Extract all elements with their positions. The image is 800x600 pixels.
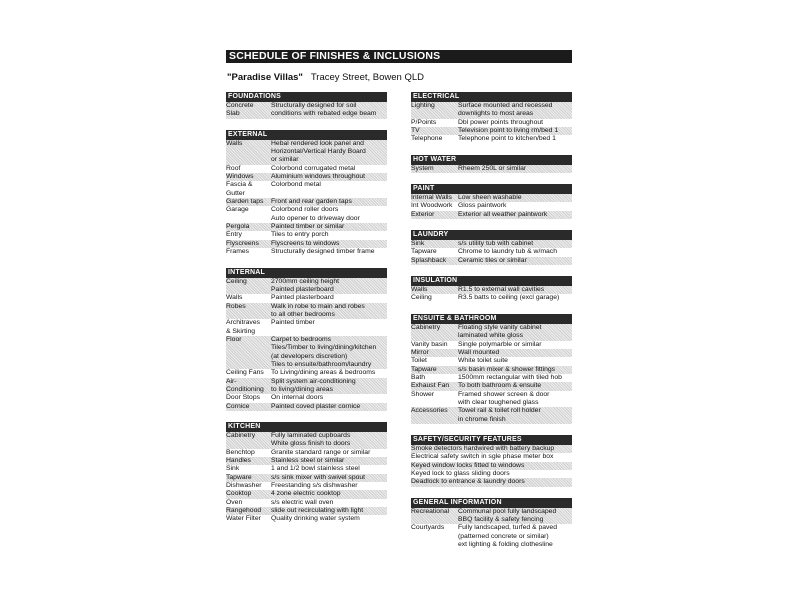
- row-description: Chrome to laundry tub & w/mach: [458, 248, 557, 256]
- row-description: Walk in robe to main and robes to all other bedrooms: [271, 302, 365, 318]
- section-hot-water: [411, 155, 572, 173]
- schedule-row: [226, 248, 387, 256]
- schedule-row: [226, 294, 387, 302]
- row-label: Oven: [226, 498, 243, 506]
- schedule-row: [226, 336, 387, 369]
- row-description: Floating style vanity cabinet laminated white gloss: [458, 323, 542, 340]
- row-description: R1.5 to external wall cavities: [458, 286, 545, 294]
- row-description: Dbl power points throughout: [458, 118, 544, 126]
- row-description: Framed shower screen & door with clear toughened glass: [458, 390, 550, 406]
- row-description: Television point to living rm/bed 1: [458, 127, 559, 135]
- row-description: Front and rear garden taps: [271, 198, 352, 206]
- schedule-row: [226, 515, 387, 523]
- section-electrical: [411, 92, 572, 144]
- row-label: Splashback: [411, 256, 447, 264]
- row-description: Carpet to bedrooms Tiles/Timber to living/dining/kitchen (at developers discretion) Tiles to ensuite/bathroom/laundry: [271, 335, 377, 368]
- row-label: Sink: [411, 240, 425, 248]
- row-description: Hebal rendered look panel and Horizontal/Vertical Hardy Board or similar: [271, 139, 366, 164]
- row-label: Walls: [226, 139, 243, 147]
- row-description: 4 zone electric cooktop: [271, 490, 341, 498]
- schedule-row: [226, 457, 387, 465]
- section-heading: EXTERNAL: [226, 130, 387, 140]
- schedule-row: [226, 378, 387, 395]
- row-description: Surface mounted and recessed downlights to most areas: [458, 102, 553, 118]
- section-general-information: [411, 498, 572, 550]
- section-heading: GENERAL INFORMATION: [411, 498, 572, 508]
- row-label: Bath: [411, 373, 425, 381]
- row-label: Int Woodwork: [411, 202, 453, 210]
- schedule-row: [411, 324, 572, 341]
- row-description: Freestanding s/s dishwasher: [271, 482, 358, 490]
- section-safety-security-features: [411, 435, 572, 487]
- row-label: Recreational: [411, 507, 450, 515]
- schedule-row: [226, 474, 387, 482]
- schedule-row: [226, 231, 387, 239]
- row-description: Painted timber or similar: [271, 223, 345, 231]
- project-line: [227, 72, 424, 83]
- row-description: Communal pool fully landscaped BBQ facility & safety fencing: [458, 507, 557, 523]
- row-description: 1 and 1/2 bowl stainless steel: [271, 465, 360, 473]
- row-label: Sink: [226, 465, 240, 473]
- section-foundations: [226, 92, 387, 119]
- row-description: To both bathroom & ensuite: [458, 382, 542, 390]
- section-heading: ELECTRICAL: [411, 92, 572, 102]
- schedule-row: [411, 341, 572, 349]
- row-description: Stainless steel or similar: [271, 457, 345, 465]
- schedule-row: [411, 248, 572, 256]
- row-label: Roof: [226, 164, 241, 172]
- row-description: Colorbond metal: [271, 181, 321, 189]
- schedule-row: [226, 240, 387, 248]
- schedule-row: [411, 382, 572, 390]
- row-label: Air- Conditioning: [226, 377, 264, 393]
- row-description: Structurally designed timber frame: [271, 248, 375, 256]
- row-label: Architraves & Skirting: [226, 319, 260, 335]
- row-description: Ceramic tiles or similar: [458, 256, 527, 264]
- row-description: Electrical safety switch in sgle phase meter box: [411, 453, 554, 461]
- left-column: [226, 92, 387, 535]
- section-insulation: [411, 276, 572, 303]
- schedule-row: [226, 432, 387, 449]
- row-description: Telephone point to kitchen/bed 1: [458, 135, 556, 143]
- section-heading: HOT WATER: [411, 155, 572, 165]
- schedule-row: [411, 391, 572, 408]
- row-label: Entry: [226, 231, 242, 239]
- row-label: Cooktop: [226, 490, 252, 498]
- section-heading: ENSUITE & BATHROOM: [411, 314, 572, 324]
- row-description: Fully landscaped, turfed & paved (patterned concrete or similar) ext lighting & folding clothesline: [458, 524, 557, 549]
- row-description: Rheem 250L or similar: [458, 164, 527, 172]
- row-label: Garage: [226, 206, 249, 214]
- schedule-row: [226, 206, 387, 223]
- row-label: Tapware: [226, 473, 252, 481]
- row-label: Windows: [226, 173, 254, 181]
- schedule-row: [411, 524, 572, 549]
- row-label: Benchtop: [226, 448, 255, 456]
- row-label: Exterior: [411, 210, 435, 218]
- row-description: 1500mm rectangular with tiled hob: [458, 373, 562, 381]
- schedule-row: [411, 508, 572, 525]
- schedule-row: [226, 465, 387, 473]
- row-label: Ceiling: [411, 294, 432, 302]
- row-description: Gloss paintwork: [458, 202, 507, 210]
- section-kitchen: [226, 422, 387, 524]
- right-column: [411, 92, 572, 560]
- row-label: Frames: [226, 248, 250, 256]
- row-label: Concrete Slab: [226, 102, 254, 118]
- row-description: Smoke detectors hardwired with battery backup: [411, 444, 555, 452]
- row-description: s/s utility tub with cabinet: [458, 240, 534, 248]
- schedule-row: [226, 507, 387, 515]
- section-heading: INSULATION: [411, 276, 572, 286]
- row-description: s/s sink mixer with swivel spout: [271, 473, 366, 481]
- schedule-row: [411, 286, 572, 294]
- row-description: Painted coved plaster cornice: [271, 402, 361, 410]
- schedule-row: [226, 369, 387, 377]
- row-label: Ceiling: [226, 277, 247, 285]
- schedule-row: [411, 202, 572, 210]
- schedule-row: [226, 140, 387, 165]
- schedule-row: [411, 102, 572, 119]
- row-description: s/s basin mixer & shower fittings: [458, 365, 556, 373]
- section-heading: SAFETY/SECURITY FEATURES: [411, 435, 572, 445]
- row-description: Low sheen washable: [458, 194, 522, 202]
- row-label: TV: [411, 127, 420, 135]
- row-description: Painted plasterboard: [271, 294, 334, 302]
- schedule-row: [226, 165, 387, 173]
- schedule-row: [226, 449, 387, 457]
- section-external: [226, 130, 387, 257]
- schedule-row: [411, 478, 572, 486]
- row-description: slide out recirculating with light: [271, 507, 364, 515]
- row-label: Handles: [226, 457, 251, 465]
- row-label: Floor: [226, 335, 242, 343]
- document-page: [226, 50, 572, 549]
- schedule-row: [226, 319, 387, 336]
- row-label: Garden taps: [226, 198, 264, 206]
- schedule-row: [411, 257, 572, 265]
- row-description: Structurally designed for soil conditions with rebated edge beam: [271, 102, 377, 118]
- row-label: Pergola: [226, 223, 250, 231]
- row-description: Quality drinking water system: [271, 515, 360, 523]
- row-label: Accessories: [411, 407, 448, 415]
- section-heading: PAINT: [411, 184, 572, 194]
- row-label: Cornice: [226, 402, 250, 410]
- schedule-row: [411, 127, 572, 135]
- row-description: Aluminium windows throughout: [271, 173, 366, 181]
- schedule-row: [411, 211, 572, 219]
- document-title: SCHEDULE OF FINISHES & INCLUSIONS: [226, 50, 572, 63]
- schedule-row: [411, 357, 572, 365]
- schedule-row: [226, 102, 387, 119]
- row-description: 2700mm ceiling height Painted plasterboard: [271, 277, 340, 293]
- schedule-row: [226, 490, 387, 498]
- schedule-row: [411, 470, 572, 478]
- row-description: s/s electric wall oven: [271, 498, 334, 506]
- row-description: On internal doors: [271, 394, 324, 402]
- row-label: Vanity basin: [411, 340, 448, 348]
- row-label: Robes: [226, 302, 246, 310]
- row-label: Tapware: [411, 365, 437, 373]
- row-label: Ceiling Fans: [226, 369, 264, 377]
- row-label: Tapware: [411, 248, 437, 256]
- schedule-row: [226, 403, 387, 411]
- row-description: Keyed lock to glass sliding doors: [411, 469, 510, 477]
- row-label: System: [411, 164, 434, 172]
- schedule-row: [411, 407, 572, 424]
- row-description: Colorbond roller doors Auto opener to driveway door: [271, 206, 360, 222]
- schedule-row: [411, 135, 572, 143]
- row-description: Tiles to entry porch: [271, 231, 329, 239]
- row-description: R3.5 batts to ceiling (excl garage): [458, 294, 560, 302]
- row-description: Granite standard range or similar: [271, 448, 371, 456]
- row-label: Courtyards: [411, 524, 445, 532]
- schedule-row: [411, 445, 572, 453]
- row-description: Exterior all weather paintwork: [458, 210, 548, 218]
- row-description: White toilet suite: [458, 357, 508, 365]
- section-heading: KITCHEN: [226, 422, 387, 432]
- section-heading: INTERNAL: [226, 268, 387, 278]
- row-description: Keyed window locks fitted to windows: [411, 461, 525, 469]
- section-paint: [411, 184, 572, 219]
- schedule-row: [411, 119, 572, 127]
- section-ensuite-bathroom: [411, 314, 572, 424]
- schedule-row: [411, 194, 572, 202]
- row-description: Fully laminated cupboards White gloss finish to doors: [271, 432, 351, 448]
- row-label: Internal Walls: [411, 194, 452, 202]
- section-heading: LAUNDRY: [411, 230, 572, 240]
- row-label: Toilet: [411, 357, 427, 365]
- row-description: Colorbond corrugated metal: [271, 164, 356, 172]
- schedule-row: [226, 499, 387, 507]
- row-label: Walls: [226, 294, 243, 302]
- row-label: Rangehood: [226, 507, 262, 515]
- schedule-row: [411, 240, 572, 248]
- section-laundry: [411, 230, 572, 265]
- row-description: Flyscreens to windows: [271, 239, 340, 247]
- row-label: Lighting: [411, 102, 435, 109]
- schedule-row: [411, 165, 572, 173]
- schedule-row: [226, 394, 387, 402]
- row-label: Cabinetry: [226, 432, 256, 439]
- schedule-row: [226, 303, 387, 320]
- row-description: Deadlock to entrance & laundry doors: [411, 478, 525, 486]
- row-description: Painted timber: [271, 319, 315, 327]
- schedule-row: [226, 223, 387, 231]
- project-name: "Paradise Villas": [227, 72, 303, 83]
- row-label: Water Filter: [226, 515, 261, 523]
- row-label: Fascia & Gutter: [226, 181, 253, 197]
- schedule-row: [226, 173, 387, 181]
- section-heading: FOUNDATIONS: [226, 92, 387, 102]
- row-description: Split system air-conditioning to living/dining areas: [271, 377, 356, 393]
- schedule-row: [411, 462, 572, 470]
- row-label: Exhaust Fan: [411, 382, 450, 390]
- row-label: Flyscreens: [226, 239, 259, 247]
- row-description: Wall mounted: [458, 348, 500, 356]
- schedule-row: [411, 366, 572, 374]
- schedule-row: [226, 198, 387, 206]
- schedule-row: [411, 294, 572, 302]
- row-label: P/Points: [411, 118, 437, 126]
- row-label: Telephone: [411, 135, 443, 143]
- schedule-row: [411, 374, 572, 382]
- row-description: To Living/dining areas & bedrooms: [271, 369, 376, 377]
- schedule-row: [226, 482, 387, 490]
- row-description: Single polymarble or similar: [458, 340, 542, 348]
- schedule-row: [226, 181, 387, 198]
- row-label: Shower: [411, 390, 435, 398]
- schedule-row: [411, 349, 572, 357]
- row-label: Dishwasher: [226, 482, 262, 490]
- row-label: Cabinetry: [411, 323, 441, 331]
- project-location: Tracey Street, Bowen QLD: [310, 72, 425, 83]
- row-description: Towel rail & toilet roll holder in chrome finish: [458, 407, 541, 423]
- schedule-row: [411, 453, 572, 461]
- row-label: Walls: [411, 286, 428, 294]
- row-label: Door Stops: [226, 394, 261, 402]
- section-internal: [226, 268, 387, 412]
- schedule-row: [226, 278, 387, 295]
- row-label: Mirror: [411, 348, 429, 356]
